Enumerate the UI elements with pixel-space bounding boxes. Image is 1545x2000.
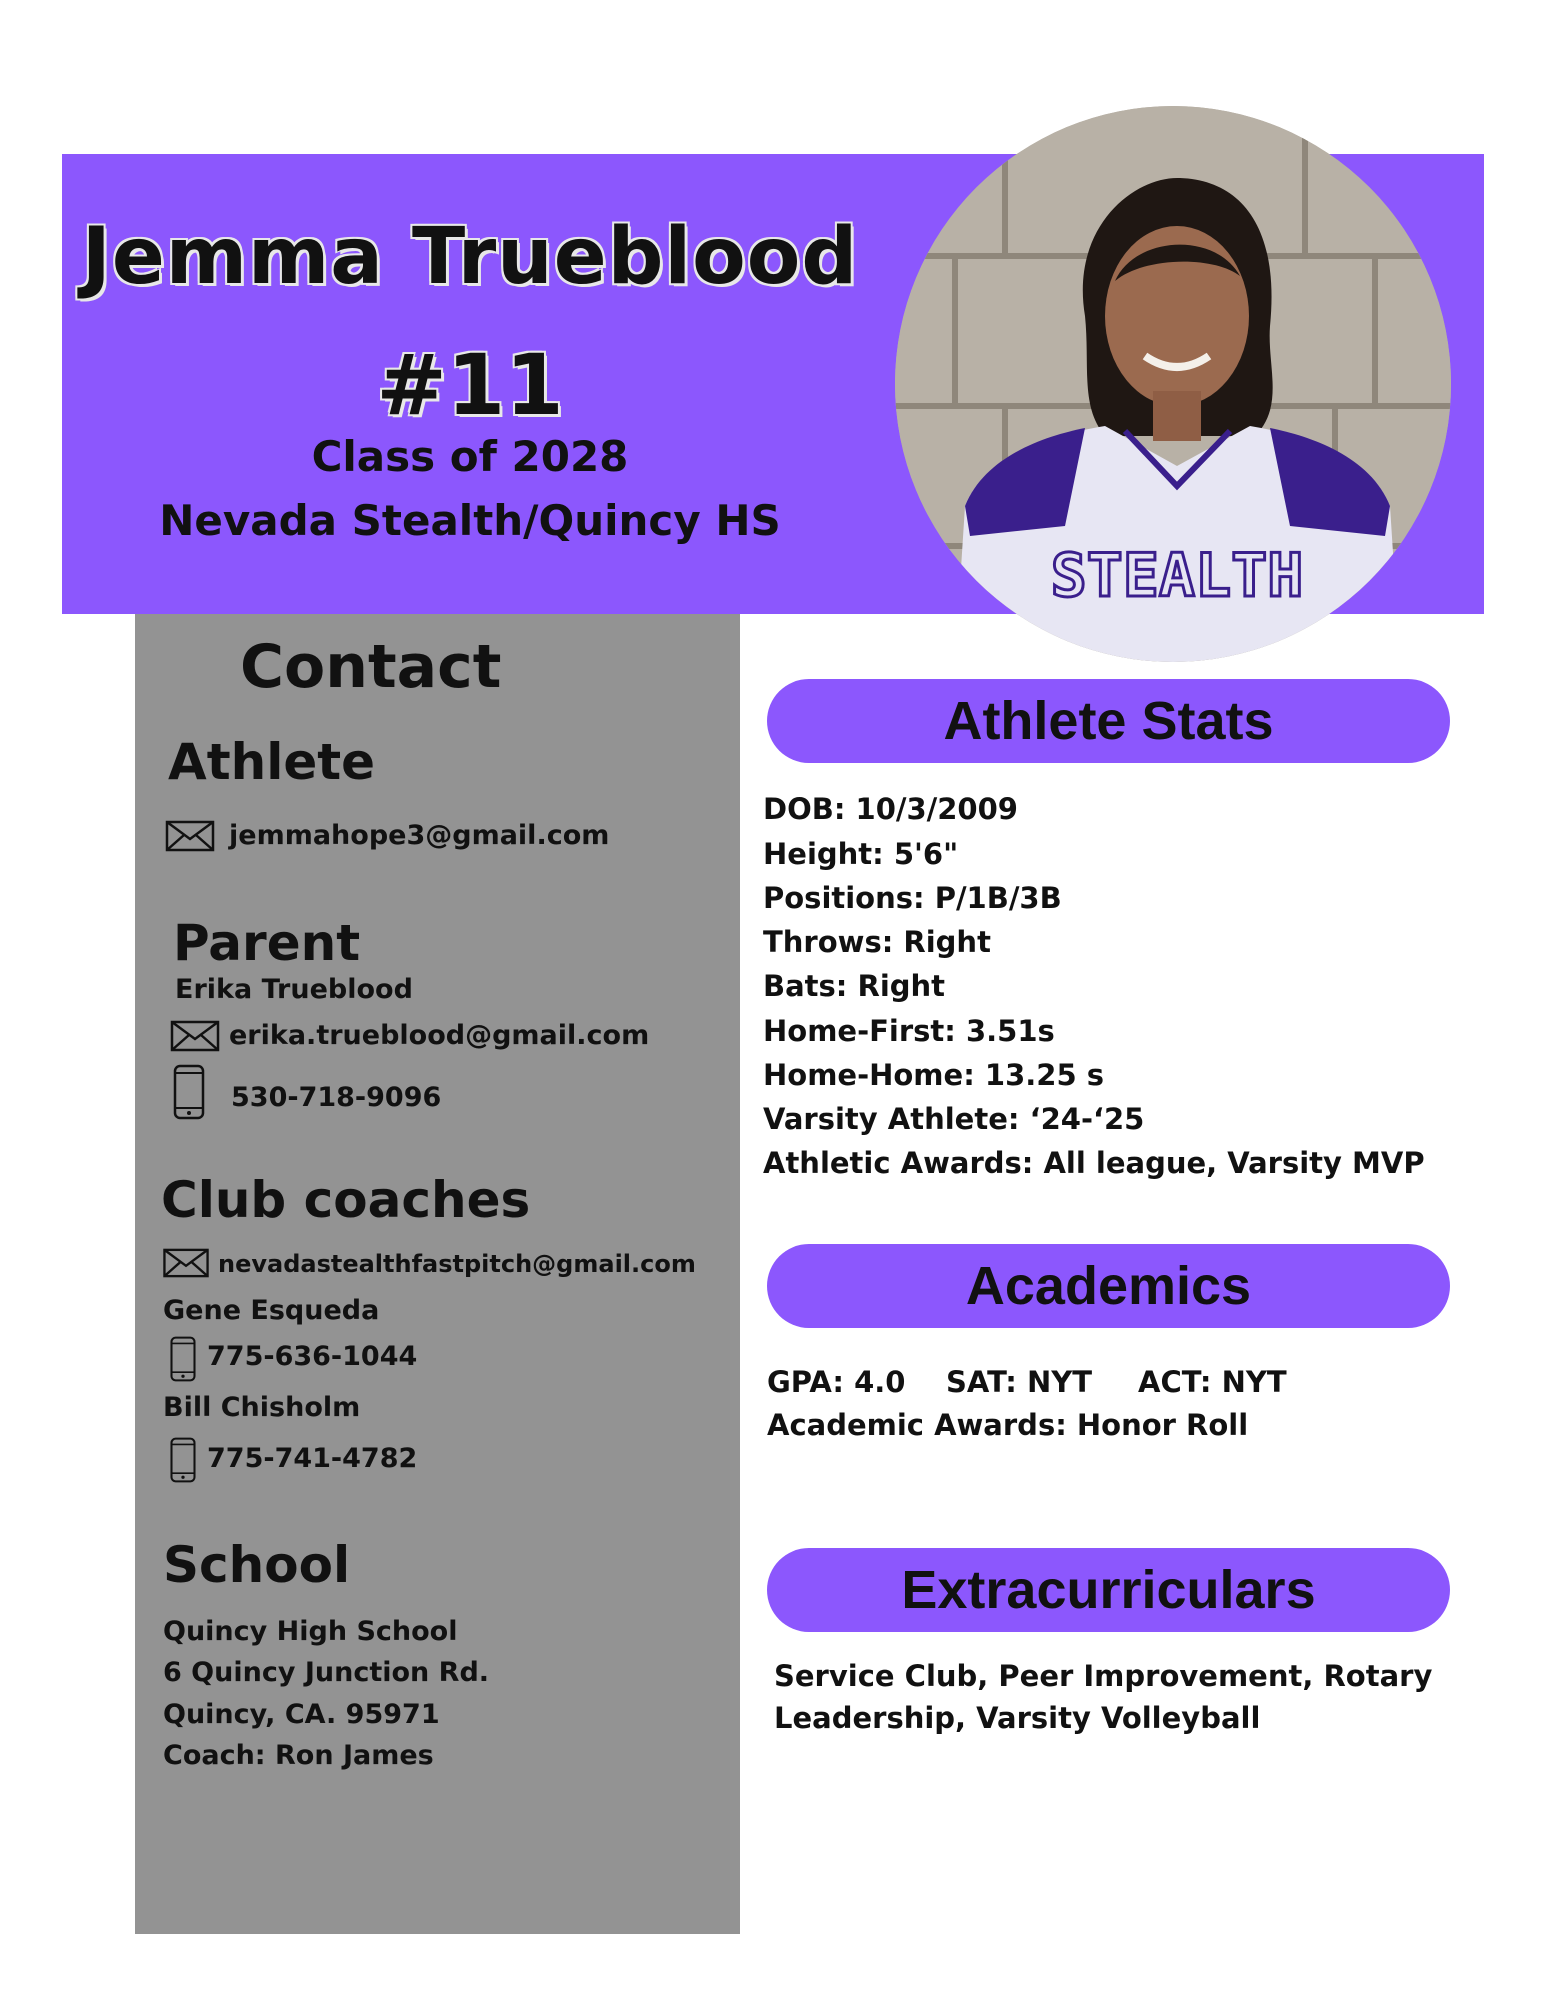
stat-item: Home-First: 3.51s bbox=[763, 1014, 1055, 1048]
envelope-icon bbox=[170, 1020, 220, 1052]
academic-awards: Academic Awards: Honor Roll bbox=[767, 1408, 1249, 1442]
school-line: 6 Quincy Junction Rd. bbox=[163, 1657, 490, 1688]
phone-icon bbox=[168, 1336, 198, 1382]
school-heading: School bbox=[163, 1536, 351, 1594]
act: ACT: NYT bbox=[1138, 1365, 1287, 1399]
extracurricular-line: Leadership, Varsity Volleyball bbox=[774, 1701, 1261, 1735]
athlete-email[interactable]: jemmahope3@gmail.com bbox=[229, 820, 610, 851]
jersey-number: #11 bbox=[376, 336, 564, 434]
school-line: Quincy, CA. 95971 bbox=[163, 1699, 440, 1730]
club-email[interactable]: nevadastealthfastpitch@gmail.com bbox=[218, 1250, 696, 1278]
envelope-icon bbox=[165, 820, 215, 852]
stat-item: Height: 5'6" bbox=[763, 837, 959, 871]
parent-phone[interactable]: 530-718-9096 bbox=[231, 1082, 442, 1113]
stat-item: Positions: P/1B/3B bbox=[763, 881, 1062, 915]
parent-email[interactable]: erika.trueblood@gmail.com bbox=[229, 1020, 650, 1051]
gpa: GPA: 4.0 bbox=[767, 1365, 906, 1399]
coach-name: Gene Esqueda bbox=[163, 1295, 380, 1326]
academics-heading: Academics bbox=[965, 1256, 1252, 1316]
school-line: Coach: Ron James bbox=[163, 1740, 434, 1771]
athlete-contact-heading: Athlete bbox=[168, 733, 376, 791]
envelope-icon bbox=[162, 1248, 210, 1278]
school-line: Quincy High School bbox=[163, 1616, 458, 1647]
athlete-stats-heading: Athlete Stats bbox=[943, 691, 1274, 751]
academics-banner bbox=[767, 1244, 1450, 1328]
class-year: Class of 2028 bbox=[311, 432, 629, 481]
extracurriculars-banner bbox=[767, 1548, 1450, 1632]
phone-icon bbox=[173, 1064, 205, 1120]
sat: SAT: NYT bbox=[946, 1365, 1093, 1399]
team-name: Nevada Stealth/Quincy HS bbox=[159, 496, 781, 545]
stat-item: Varsity Athlete: ‘24-‘25 bbox=[763, 1102, 1145, 1136]
athlete-name: Jemma Trueblood bbox=[81, 212, 859, 302]
parent-name: Erika Trueblood bbox=[175, 974, 413, 1005]
club-coaches-heading: Club coaches bbox=[161, 1171, 531, 1229]
coach-phone[interactable]: 775-636-1044 bbox=[207, 1341, 418, 1372]
athlete-stats-banner bbox=[767, 679, 1450, 763]
jersey-text: STEALTH bbox=[1050, 541, 1304, 611]
stat-item: Bats: Right bbox=[763, 969, 946, 1003]
extracurriculars-heading: Extracurriculars bbox=[901, 1560, 1316, 1620]
stat-item: Athletic Awards: All league, Varsity MVP bbox=[763, 1146, 1425, 1180]
stat-item: Home-Home: 13.25 s bbox=[763, 1058, 1104, 1092]
stat-item: DOB: 10/3/2009 bbox=[763, 792, 1018, 826]
contact-heading: Contact bbox=[240, 632, 502, 702]
stat-item: Throws: Right bbox=[763, 925, 991, 959]
coach-name: Bill Chisholm bbox=[163, 1392, 361, 1423]
extracurricular-line: Service Club, Peer Improvement, Rotary bbox=[774, 1659, 1433, 1693]
athlete-photo bbox=[895, 106, 1451, 662]
parent-heading: Parent bbox=[173, 914, 361, 972]
phone-icon bbox=[168, 1437, 198, 1483]
coach-phone[interactable]: 775-741-4782 bbox=[207, 1443, 418, 1474]
